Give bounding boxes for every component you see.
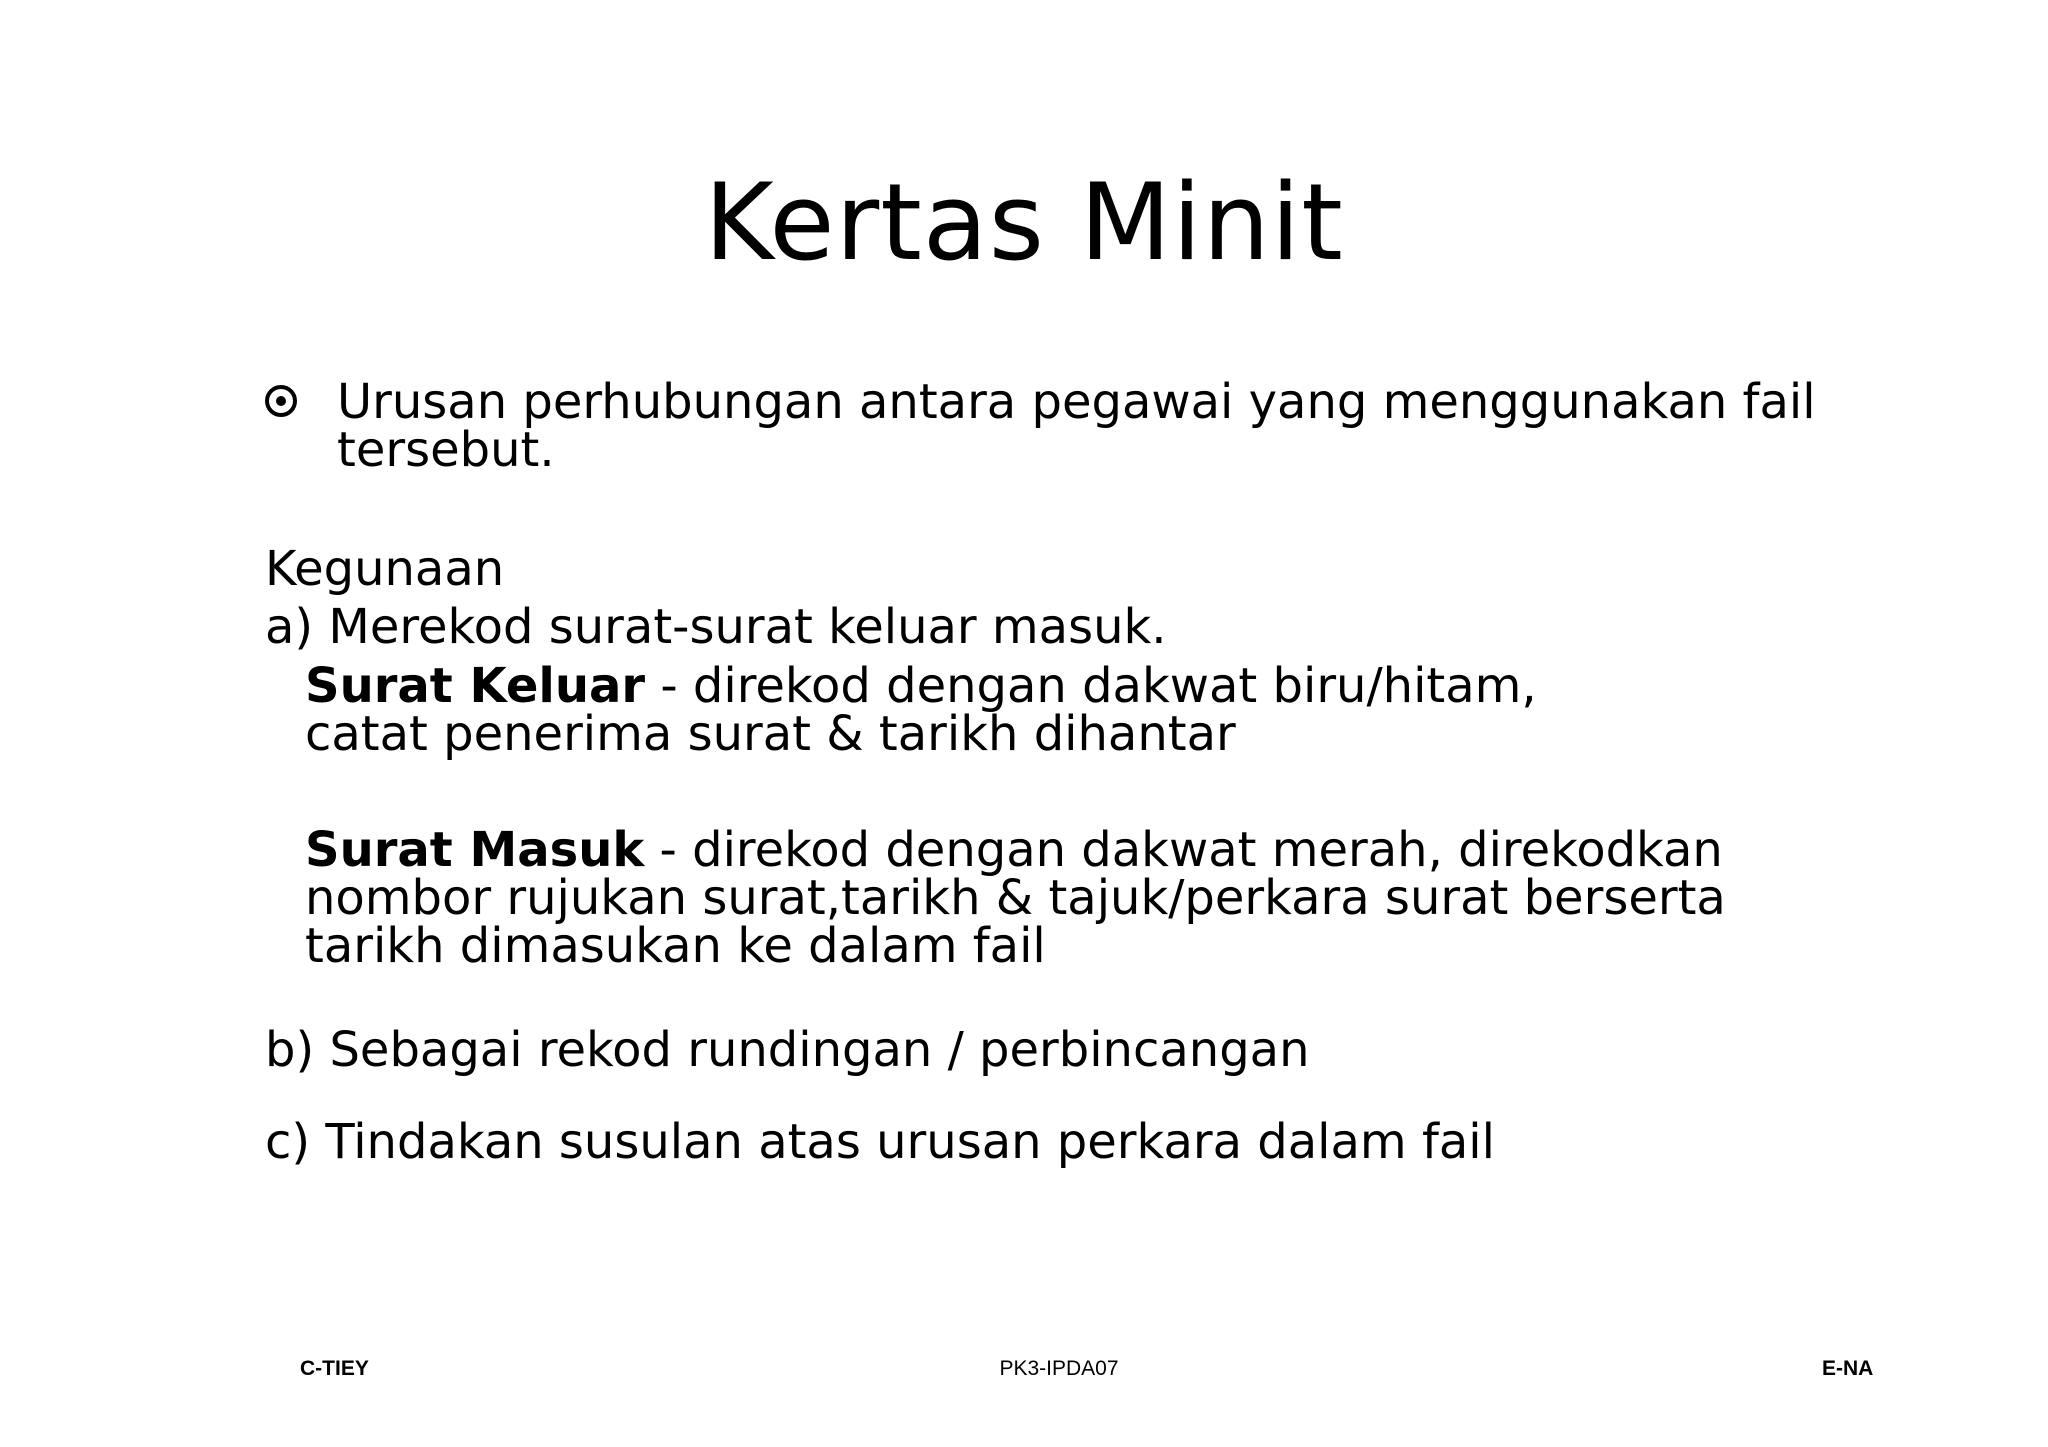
item-a: a) Merekod surat-surat keluar masuk. xyxy=(265,599,1167,655)
item-c: c) Tindakan susulan atas urusan perkara dalam fail xyxy=(265,1114,1495,1170)
surat-keluar-text: - direkod dengan dakwat biru/hitam, catat penerima surat & tarikh dihantar xyxy=(305,658,1537,762)
surat-keluar-paragraph xyxy=(273,658,1635,762)
bullet-text: Urusan perhubungan antara pegawai yang menggunakan fail tersebut. xyxy=(337,374,1816,478)
footer-right: E-NA xyxy=(1822,1357,1874,1380)
target-bullet-icon xyxy=(265,385,297,417)
footer-left: C-TIEY xyxy=(300,1357,369,1380)
footer-center: PK3-IPDA07 xyxy=(999,1357,1119,1380)
item-b: b) Sebagai rekod rundingan / perbincangan xyxy=(265,1022,1310,1078)
surat-masuk-text: - direkod dengan dakwat merah, direkodkan nombor rujukan surat,tarikh & tajuk/perkara surat berserta tarikh dimasukan ke dalam fail xyxy=(305,822,1726,974)
surat-keluar-label: Surat Keluar xyxy=(305,658,646,714)
surat-masuk-label: Surat Masuk xyxy=(305,822,645,878)
surat-masuk-paragraph xyxy=(273,822,1825,974)
slide-title: Kertas Minit xyxy=(704,161,1344,284)
kegunaan-heading: Kegunaan xyxy=(265,541,505,597)
